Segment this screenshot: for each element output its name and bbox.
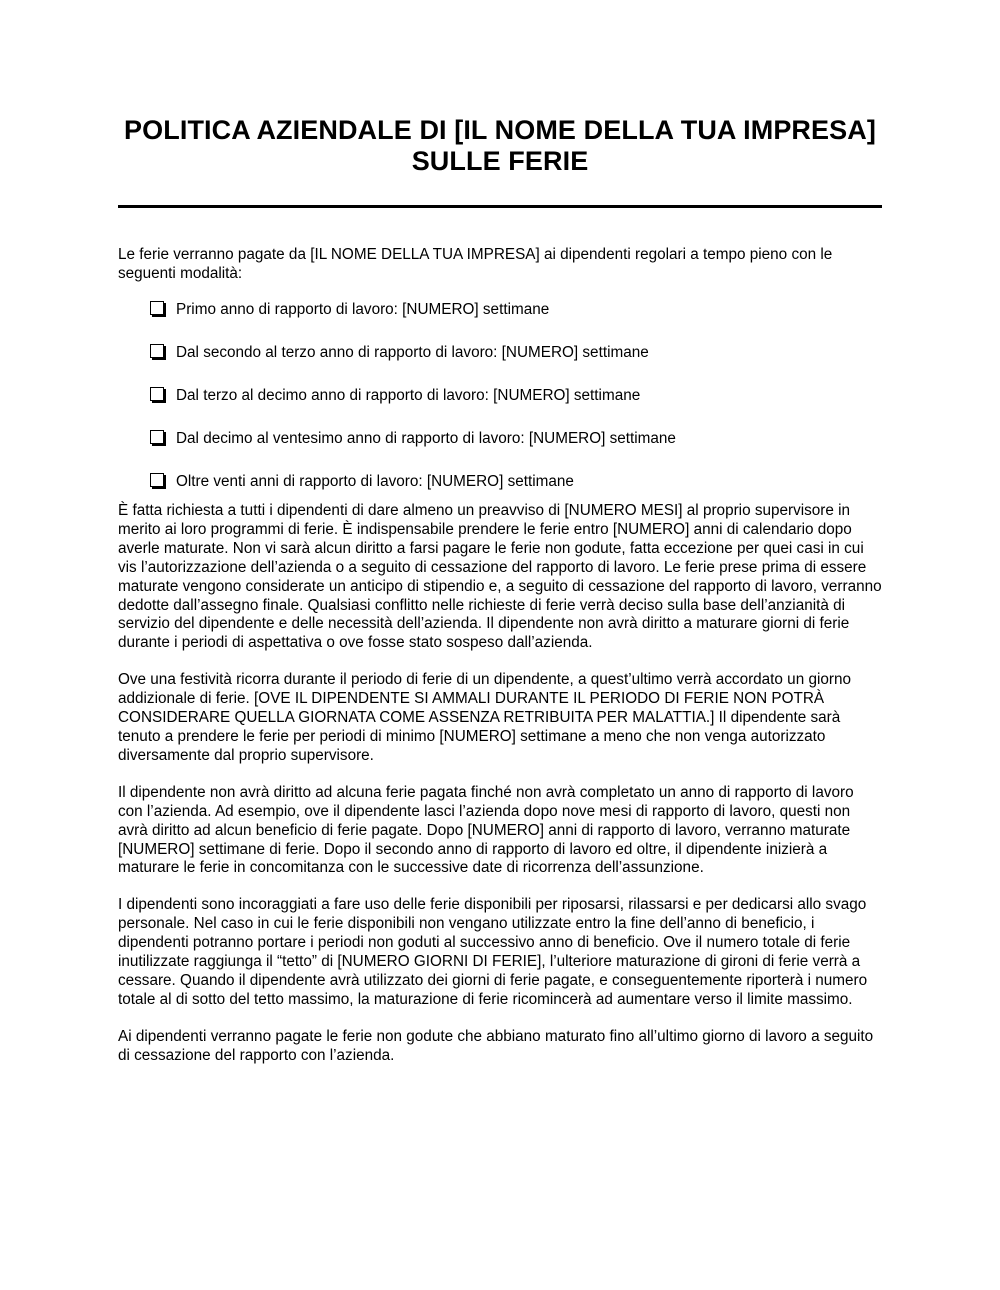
list-item-text: Primo anno di rapporto di lavoro: [NUMERO] settimane <box>176 301 550 318</box>
body-paragraph-4: I dipendenti sono incoraggiati a fare uso delle ferie disponibili per riposarsi, rilassarsi e per dedicarsi allo svago personale. Nel caso in cui le ferie disponibili non vengano utilizzate entro la fine dell’anno di beneficio, i dipendenti potranno portare i periodi non goduti al successivo anno di beneficio. Ove il numero totale di ferie inutilizzate raggiunga il “tetto” di [NUMERO GIORNI DI FERIE], l’ulteriore maturazione di gironi di ferie verrà a cessare. Quando il dipendente avrà utilizzato dei giorni di ferie pagate, e conseguentemente riporterà i numero totale al di sotto del tetto massimo, la maturazione di ferie ricomincerà ad aumentare verso il limite massimo. <box>118 896 868 1008</box>
title-line-2: SULLE FERIE <box>411 146 589 176</box>
list-item-text: Dal terzo al decimo anno di rapporto di lavoro: [NUMERO] settimane <box>176 387 641 404</box>
checkbox-icon <box>150 301 164 315</box>
checkbox-icon <box>150 473 164 487</box>
document-title <box>118 0 882 177</box>
list-item <box>118 343 882 362</box>
body-paragraph-5: Ai dipendenti verranno pagate le ferie non godute che abbiano maturato fino all’ultimo giorno di lavoro a seguito di cessazione del rapporto con l’azienda. <box>118 1027 874 1064</box>
list-item-text: Dal secondo al terzo anno di rapporto di lavoro: [NUMERO] settimane <box>176 344 649 361</box>
list-item <box>118 472 882 491</box>
intro-paragraph: Le ferie verranno pagate da [IL NOME DELLA TUA IMPRESA] ai dipendenti regolari a tempo pieno con le seguenti modalità: <box>118 246 833 282</box>
list-item <box>118 429 882 448</box>
list-item-text: Dal decimo al ventesimo anno di rapporto di lavoro: [NUMERO] settimane <box>176 430 676 447</box>
list-item-text: Oltre venti anni di rapporto di lavoro: [NUMERO] settimane <box>176 473 574 490</box>
checkbox-icon <box>150 430 164 444</box>
list-item <box>118 300 882 319</box>
vacation-checklist <box>118 300 882 491</box>
body-paragraph-3: Il dipendente non avrà diritto ad alcuna ferie pagata finché non avrà completato un anno di rapporto di lavoro con l’azienda. Ad esempio, ove il dipendente lasci l’azienda dopo nove mesi di rapporto di lavoro, questi non avrà diritto ad alcun beneficio di ferie pagate. Dopo [NUMERO] anni di rapporto di lavoro, verranno maturate [NUMERO] settimane di ferie. Dopo il secondo anno di rapporto di lavoro ed oltre, il dipendente inizierà a maturare le ferie in concomitanza con le successive date di ricorrenza dell’assunzione. <box>118 783 854 877</box>
body-paragraph-1: È fatta richiesta a tutti i dipendenti di dare almeno un preavviso di [NUMERO MESI] al proprio supervisore in merito ai loro programmi di ferie. È indispensabile prendere le ferie entro [NUMERO] anni di calendario dopo averle maturate. Non vi sarà alcun diritto a farsi pagare le ferie non godute, fatta eccezione per quei casi in cui vis l’autorizzazione dell’azienda o a seguito di cessazione del rapporto di lavoro. Le ferie prese prima di essere maturate vengono considerate un anticipo di stipendio e, a seguito di cessazione del rapporto di lavoro, verranno dedotte dall’assegno finale. Qualsiasi conflitto nelle richieste di ferie verrà deciso sulla base dell’anzianità di servizio del dipendente e delle necessità dell’azienda. Il dipendente non avrà diritto a maturare giorni di ferie durante i periodi di aspettativa o ove fosse stato sospeso dall’azienda. <box>118 502 882 652</box>
checkbox-icon <box>150 387 164 401</box>
list-item <box>118 386 882 405</box>
document-page <box>118 0 882 1066</box>
title-divider <box>118 205 882 208</box>
title-line-1: POLITICA AZIENDALE DI [IL NOME DELLA TUA IMPRESA] <box>124 115 876 145</box>
checkbox-icon <box>150 344 164 358</box>
body-paragraph-2: Ove una festività ricorra durante il periodo di ferie di un dipendente, a quest’ultimo verrà accordato un giorno addizionale di ferie. [OVE IL DIPENDENTE SI AMMALI DURANTE IL PERIODO DI FERIE NON POTRÀ CONSIDERARE QUELLA GIORNATA COME ASSENZA RETRIBUITA PER MALATTIA.] Il dipendente sarà tenuto a prendere le ferie per periodi di minimo [NUMERO] settimane a meno che non venga autorizzato diversamente dal proprio supervisore. <box>118 671 851 764</box>
